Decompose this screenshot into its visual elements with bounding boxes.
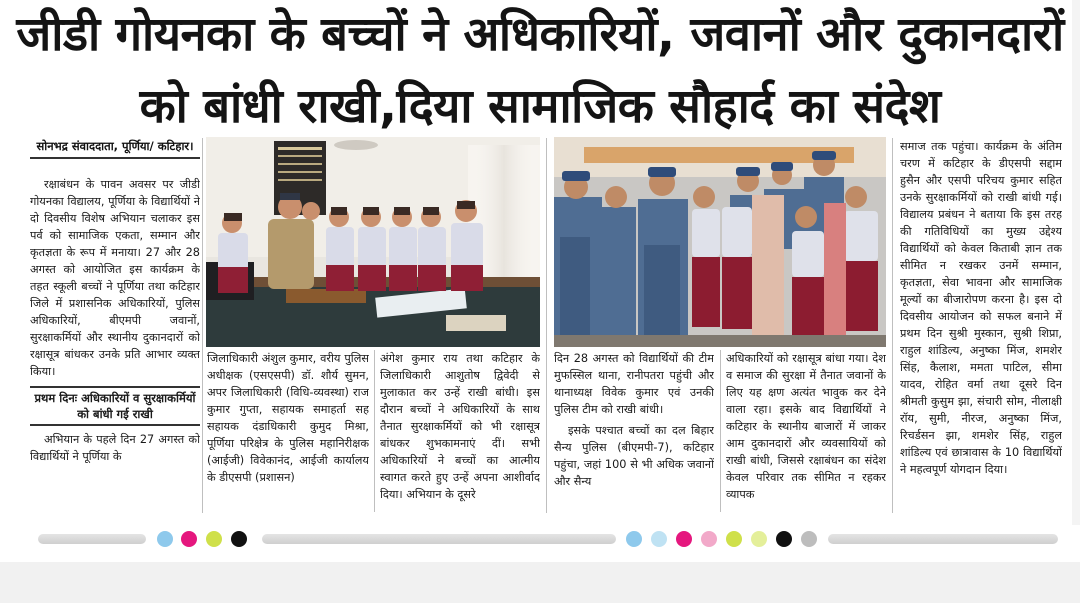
column-divider	[546, 138, 547, 513]
byline: सोनभद्र संवाददाता, पूर्णिया/ कटिहार।	[30, 138, 200, 159]
paragraph: इसके पश्चात बच्चों का दल बिहार सैन्य पुलिस (बीएमपी-7), कटिहार पहुंचा, जहां 100 से भी अधिक जवानों और सैन्य	[554, 424, 714, 488]
ornament-dot	[206, 531, 222, 547]
paragraph: जिलाधिकारी अंशुल कुमार, वरीय पुलिस अधीक्षक (एसएसपी) डॉ. शौर्य सुमन, अपर जिलाधिकारी (विधि-व्यवस्था) राज कुमार गुप्ता, सहायक समाहर्ता सह सहायक दंडाधिकारी कुमुद मिश्रा, पूर्णिया परिक्षेत्र के पुलिस महानिरीक्षक (आईजी) विवेकानंद, आईजी कार्यालय के डीएसपी (प्रशासन)	[207, 352, 369, 484]
page-edge	[1072, 0, 1080, 525]
article-column-1	[30, 176, 200, 516]
article-column-5	[726, 350, 886, 515]
column-divider	[374, 350, 375, 512]
ornament-dot	[776, 531, 792, 547]
paragraph: अंगेश कुमार राय तथा कटिहार के जिलाधिकारी आशुतोष द्विवेदी से मुलाकात कर उन्हें राखी बांधी। इस दौरान बच्चों ने अधिकारियों के साथ तैनात सुरक्षाकर्मियों को भी रक्षासूत्र बांधकर शुभकामनाएं दीं। सभी अधिकारियों ने बच्चों का आत्मीय स्वागत करते हुए उन्हें अपना आशीर्वाद दिया। अभियान के दूसरे	[380, 352, 540, 501]
headline-line-1: जीडी गोयनका के बच्चों ने अधिकारियों, जवानों और दुकानदारों	[16, 7, 1064, 62]
article-column-3	[380, 350, 540, 515]
ornament-dot	[701, 531, 717, 547]
ornament-dot	[157, 531, 173, 547]
photo-students-police-jawans	[554, 137, 886, 347]
ornament-dot	[626, 531, 642, 547]
ornament-dot	[676, 531, 692, 547]
bottom-bar	[0, 562, 1080, 603]
paragraph: अधिकारियों को रक्षासूत्र बांधा गया। देश व समाज की सुरक्षा में तैनात जवानों के लिए यह क्षण अत्यंत भावुक कर देने वाला रहा। इसके बाद विद्यार्थियों ने कटिहार के स्थानीय बाजारों में जाकर आम दुकानदारों और व्यवसायियों को राखी बांधी, जिससे रक्षाबंधन का संदेश केवल परिवार तक सीमित न रहकर व्यापक	[726, 352, 886, 501]
column-divider	[202, 138, 203, 513]
ornament-dot	[231, 531, 247, 547]
article-column-6	[900, 138, 1062, 516]
paragraph: समाज तक पहुंचा। कार्यक्रम के अंतिम चरण में कटिहार के डीएसपी सद्दाम हुसैन और एसपी परिचय कुमार सहित उनके सुरक्षाकर्मियों को राखी बांधी गई। विद्यालय प्रबंधन ने बताया कि इस तरह की गतिविधियों का मुख्य उद्देश्य विद्यार्थियों को केवल किताबी ज्ञान तक सीमित न रखकर उनमें सम्मान, कृतज्ञता, सेवा भावना और सामाजिक मूल्यों का बीजारोपण करना है। इस दो दिवसीय आयोजन को सफल बनाने में प्रथम दिन सुश्री मुस्कान, सुश्री शिप्रा, राहुल शांडिल्य, अनुष्का मिंज, शमशेर सिंह, कैलाश, ममता पाटिल, सीमा यादव, रोहित वर्मा तथा दूसरे दिन श्रीमती कुसुम झा, संचारी सोम, नीलाक्षी रॉय, सुमी, नीरज, अनुष्का मिंज, रिचर्डसन झा, शमशेर सिंह, राहुल शांडिल्य एवं छात्रावास के 10 विद्यार्थियों ने महत्वपूर्ण योगदान दिया।	[900, 140, 1062, 476]
paragraph: रक्षाबंधन के पावन अवसर पर जीडी गोयनका विद्यालय, पूर्णिया के विद्यार्थियों ने दो दिवसीय विशेष अभियान चलाकर इस पर्व को सामाजिक एकता, सम्मान और कृतज्ञता के रूप में मनाया। 27 और 28 अगस्त को आयोजित इस कार्यक्रम के तहत स्कूली बच्चों ने पूर्णिया तथा कटिहार जिले में प्रशासनिक अधिकारियों, पुलिस अधिकारियों, बीएमपी जवानों, सुरक्षाकर्मियों और स्थानीय दुकानदारों को रक्षासूत्र बांधकर उनके प्रति आभार व्यक्त किया।	[30, 178, 200, 378]
ornament-dot	[726, 531, 742, 547]
ornament-bar	[262, 534, 616, 544]
photo-classroom-officer	[206, 137, 540, 347]
column-divider	[720, 350, 721, 512]
ornament-dot	[751, 531, 767, 547]
ornament-bar	[38, 534, 146, 544]
ornament-dot	[801, 531, 817, 547]
ornament-dot	[651, 531, 667, 547]
ornament-bar	[828, 534, 1058, 544]
subheading: प्रथम दिनः अधिकारियों व सुरक्षाकर्मियों को बांधी गई राखी	[30, 386, 200, 426]
article-column-2	[207, 350, 369, 515]
paragraph: दिन 28 अगस्त को विद्यार्थियों की टीम मुफस्सिल थाना, रानीपतरा पहुंची और थानाध्यक्ष विवेक कुमार एवं उनकी पुलिस टीम को राखी बांधी।	[554, 352, 714, 416]
column-divider	[892, 138, 893, 513]
article-column-4	[554, 350, 714, 515]
ornament-dot	[181, 531, 197, 547]
paragraph: अभियान के पहले दिन 27 अगस्त को विद्यार्थियों ने पूर्णिया के	[30, 433, 200, 463]
ornament-strip	[0, 525, 1080, 555]
headline-line-2: को बांधी राखी,दिया सामाजिक सौहार्द का संदेश	[139, 79, 941, 134]
